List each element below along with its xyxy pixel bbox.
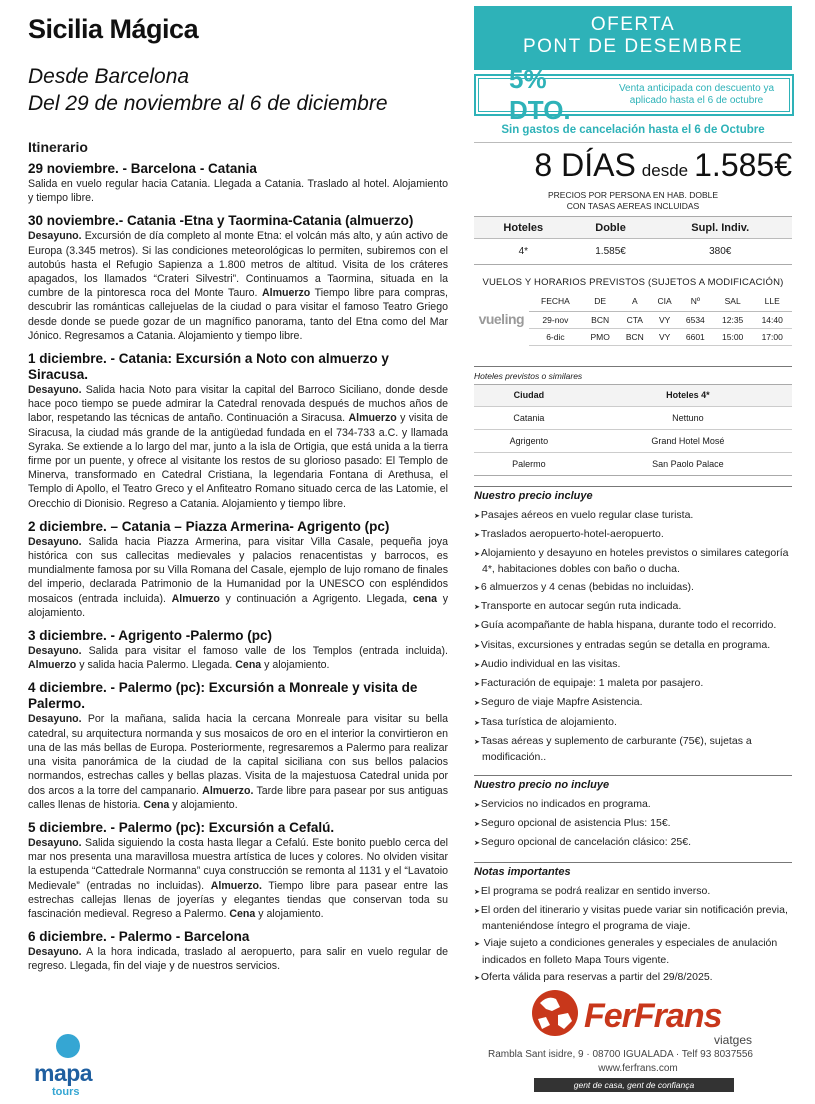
price-cell: 1.585€ [573,239,649,265]
flight-cell: CTA [618,311,651,328]
day-body [28,229,448,343]
day-text: y alojamiento. [261,659,330,672]
flight-header: FECHA [529,292,583,311]
includes-item: ➤ Alojamiento y desayuno en hoteles previstos o similares categoría 4*, habitaciones dobles con baño o ducha. [474,546,792,577]
itinerary-heading: Itinerario [28,139,88,155]
includes-item: ➤ Seguro de viaje Mapfre Asistencia. [474,695,792,711]
price-line [474,147,792,184]
flights [474,292,792,346]
day-highlight: Desayuno. [28,946,82,959]
flight-header: DE [582,292,618,311]
day-highlight: Desayuno. [28,836,82,849]
excludes-list [474,797,792,852]
flight-row [529,311,792,328]
hotel-cell: Catania [474,406,584,429]
itinerary-days [28,161,448,974]
price-note-line2: CON TASAS AEREAS INCLUIDAS [566,201,700,211]
day-highlight: Almuerzo. [202,784,254,797]
itinerary-day [28,351,448,511]
day-title: 30 noviembre.- Catania -Etna y Taormina-Catania (almuerzo) [28,213,414,229]
globe-icon [530,985,580,1041]
offer-line2: PONT DE DESEMBRE [522,36,744,57]
flight-cell: BCN [618,328,651,345]
day-body [28,383,448,511]
price-value: 1.585€ [694,147,792,183]
flight-cell: 17:00 [752,328,792,345]
price-cell: 380€ [648,239,792,265]
price-header: Doble [573,217,649,239]
origin: Desde Barcelona [28,65,190,88]
day-text: Por la mañana, salida hacia la cercana Monreale para visitar su bella catedral, su arquitectura normanda y sus mosaicos de oro en el interior la convirtieron en una de las más bellas de Europa. Posteriormente, regresaremos a Palermo para realizar una visita panorámica de la ciudad de la capital siciliana con sus bellos palacios normandos, estrechas calles y bellas plazas. Visita de la majestuosa Catedral unida por dos arcos a la torre del campanario. [28,713,448,797]
itinerary-column [28,14,448,982]
day-body [28,712,448,811]
hotel-header: Ciudad [474,384,584,406]
agency-web[interactable]: www.ferfrans.com [598,1063,678,1074]
itinerary-day [28,213,448,343]
hotel-row [474,406,792,429]
flight-cell: BCN [582,311,618,328]
excludes-item: ➤ Servicios no indicados en programa. [474,797,792,813]
offer-line1: OFERTA [590,14,676,35]
notes-item: ➤ Oferta válida para reservas a partir del 29/8/2025. [474,970,792,986]
hotel-header: Hoteles 4* [584,384,792,406]
day-text: Salida para visitar el famoso valle de los Templos (entrada incluida). [81,645,448,658]
flight-cell: PMO [582,328,618,345]
mapa-tours-logo [34,1034,94,1102]
hotel-cell: Palermo [474,452,584,475]
vueling-text: vueling [478,310,525,327]
notes-section [474,862,792,987]
includes-item: ➤ Facturación de equipaje: 1 maleta por pasajero. [474,676,792,692]
vueling-logo [474,292,529,346]
notes-list [474,884,792,987]
includes-section [474,486,792,765]
agency-address: Rambla Sant isidre, 9 · 08700 IGUALADA · Telf 93 8037556 [488,1049,753,1060]
excludes-item: ➤ Seguro opcional de cancelación clásico: 25€. [474,835,792,851]
hotels-section [474,366,792,476]
itinerary-day [28,161,448,205]
flight-header: LLE [752,292,792,311]
includes-item: ➤ Audio individual en las visitas. [474,657,792,673]
day-title: 6 diciembre. - Palermo - Barcelona [28,929,250,945]
flight-cell: 29-nov [529,311,583,328]
hotel-cell: Grand Hotel Mosé [584,429,792,452]
flights-table [529,292,792,346]
notes-heading: Notas importantes [474,865,571,878]
includes-item: ➤ 6 almuerzos y 4 cenas (bebidas no incluidas). [474,580,792,596]
day-text: y visita de Siracusa, la ciudad más grande de la antigüedad fundada en el 734-733 a.C. y llamada Syraka. Se extiende a lo largo del mar, junto a la isla de Ortigia, que está unida a la tierra firme por un puente, y ofrece al visitante los restos de su glorioso pasado: El Templo de Minerva, transformado en Catedral Cristiana, la legendaria Fontana di Arethusa, el Templo di Apollo, el Teatro Greco y el Anfiteatro Romano situado cerca de las Latomie, el Orecchio di Dionisio. Regreso a Catania. Alojamiento y tiempo libre. [28,412,449,510]
hotel-row [474,429,792,452]
flight-header: Nº [678,292,713,311]
day-highlight: Desayuno. [28,713,82,726]
day-highlight: Cena [235,659,262,672]
day-highlight: Cena [143,798,170,811]
day-text: Tarde libre para pasear por sus antiguas calles llenas de historia. [28,784,448,811]
cancel-note: Sin gastos de cancelación hasta el 6 de Octubre [474,124,792,143]
day-text: Tiempo libre para pasear entre las estrechas callejas llenas de joyerías y elegantes tiendas que conservan toda su fascinación medieval. Regreso a Palermo. [28,879,449,920]
day-highlight: cena [412,592,438,605]
day-highlight: Almuerzo. [210,879,262,892]
discount-box [478,64,790,125]
discount-note: Venta anticipada con descuento ya aplicado hasta el 6 de octubre [618,83,775,106]
agency-slogan: gent de casa, gent de confiança [534,1078,734,1092]
day-text: y alojamiento. [255,907,324,920]
hotel-cell: San Paolo Palace [584,452,792,475]
day-title: 1 diciembre. - Catania: Excursión a Noto con almuerzo y Siracusa. [28,351,389,383]
includes-item: ➤ Transporte en autocar según ruta indicada. [474,599,792,615]
day-body [28,177,448,205]
includes-item: ➤ Pasajes aéreos en vuelo regular clase turista. [474,508,792,524]
hotels-heading: Hoteles previstos o similares [474,370,583,381]
notes-item: ➤ El orden del itinerario y visitas puede variar sin notificación previa, manteniéndose íntegro el programa de viaje. [474,903,792,934]
day-text: Salida siguiendo la costa hasta llegar a Cefalú. Este bonito pueblo cerca del mar nos presenta una maravillosa muestra artística de luces y colores. No olviden visitar la estupenda “Cattedrale Normanna” cuya construcción se remonta al 1131 y el “Lavatoio Medievale” (entradas no incluidas). [28,836,448,892]
excludes-item: ➤ Seguro opcional de asistencia Plus: 15€. [474,816,792,832]
day-title: 2 diciembre. – Catania – Piazza Armerina- Agrigento (pc) [28,518,390,534]
discount-label: 5% DTO. [509,64,571,125]
day-body [28,535,448,620]
day-text: Excursión de día completo al monte Etna: el volcán más alto, y aún activo de Europa (3.345 metros). Si las condiciones meteorológicas lo permiten, subiremos con el autobús hasta el Refugio Sapienza a 1.800 metros de altitud. Visita de los cráteres apagados, los llamados “Crateri Silvestri”. Continuamos a Taormina, situada en la cumbre de la pintoresca roca del Monte Tauro. [28,230,448,300]
price-note [474,190,792,212]
flight-cell: 15:00 [713,328,753,345]
day-title: 4 diciembre. - Palermo (pc): Excursión a Monreale y visita de Palermo. [28,680,418,712]
price-header: Supl. Indiv. [648,217,792,239]
day-highlight: Almuerzo [262,287,311,300]
notes-item: ➤ Viaje sujeto a condiciones generales y especiales de anulación indicados en folleto Mapa Tours vigente. [474,936,792,967]
includes-item: ➤ Tasas aéreas y suplemento de carburante (75€), sujetas a modificación.. [474,734,792,765]
flight-cell: 6534 [678,311,713,328]
day-body [28,945,448,973]
itinerary-day [28,680,448,811]
hotel-row [474,452,792,475]
day-text: y continuación a Agrigento. Llegada, [219,592,413,605]
day-text: Salida hacia Noto para visitar la capital del Barroco Siciliano, donde desde hace poco tiempo se puede admirar la Catedral renovada después de muchos años de labor, respetando las técnicas de antaño. Continuación a Siracusa. [28,384,448,425]
day-highlight: Desayuno. [28,535,82,548]
flight-cell: VY [651,311,677,328]
includes-item: ➤ Guía acompañante de habla hispana, durante todo el recorrido. [474,618,792,634]
day-body [28,836,448,921]
flight-cell: 6-dic [529,328,583,345]
flight-cell: VY [651,328,677,345]
hotels-table [474,384,792,476]
day-text: Salida hacia Piazza Armerina, para visitar Villa Casale, pequeña joya histórica con sus callecitas medievales y palacios renacentistas y barrocos, es mundialmente famosa por su Villa Romana del Casale, ejemplo de lujo romano de finales del imperio, declarada Patrimonio de la Humanidad por la UNESCO con espléndidos mosaicos (entrada incluida). [28,535,448,605]
days-count: 8 DÍAS [534,147,636,183]
day-highlight: Desayuno. [28,230,82,243]
flight-cell: 6601 [678,328,713,345]
day-text: A la hora indicada, traslado al aeropuerto, para salir en vuelo regular de regreso. Llegada, fin del viaje y de nuestros servicios. [28,946,448,973]
itinerary-day [28,929,448,973]
agency-name: FerFrans [584,997,722,1035]
flights-heading: VUELOS Y HORARIOS PREVISTOS (SUJETOS A MODIFICACIÓN) [482,277,784,288]
day-highlight: Desayuno. [28,384,82,397]
includes-heading: Nuestro precio incluye [474,489,593,502]
offer-column [474,6,792,989]
day-text: Salida en vuelo regular hacia Catania. Llegada a Catania. Traslado al hotel. Alojamiento y tiempo libre. [28,178,448,205]
price-cell: 4* [474,239,573,265]
flight-header: CIA [651,292,677,311]
notes-item: ➤ El programa se podrá realizar en sentido inverso. [474,884,792,900]
day-text: Tiempo libre para compras, descubrir las románticas callejuelas de la ciudad o para visitar el famoso Teatro Griego desde donde se puede gozar de un magnífico panorama, tanto del Etna como del Mar Jónico. Regresamos a Catania. Alojamiento y tiempo libre. [28,287,448,342]
day-highlight: Almuerzo [28,659,77,672]
logo-dot-icon [56,1034,80,1058]
desde-label: desde [641,161,689,180]
day-title: 5 diciembre. - Palermo (pc): Excursión a Cefalú. [28,819,335,835]
excludes-heading: Nuestro precio no incluye [474,778,610,791]
itinerary-day [28,820,448,921]
excludes-section [474,775,792,852]
includes-item: ➤ Traslados aeropuerto-hotel-aeropuerto. [474,527,792,543]
day-highlight: Desayuno. [28,645,82,658]
day-body [28,644,448,672]
day-text: y alojamiento. [28,592,448,619]
offer-banner [474,6,792,70]
day-text: y alojamiento. [169,798,238,811]
flight-row [529,328,792,345]
logo-sub: tours [52,1086,80,1098]
page-title: Sicilia Mágica [28,14,199,44]
price-note-line1: PRECIOS POR PERSONA EN HAB. DOBLE [547,190,719,200]
day-text: y salida hacia Palermo. Llegada. [76,659,236,672]
includes-item: ➤ Visitas, excursiones y entradas según se detalla en programa. [474,638,792,654]
flight-cell: 12:35 [713,311,753,328]
hotel-cell: Nettuno [584,406,792,429]
day-highlight: Almuerzo [171,592,220,605]
day-title: 29 noviembre. - Barcelona - Catania [28,161,257,176]
ferfrans-logo [488,985,788,1100]
price-table [474,216,792,265]
flight-cell: 14:40 [752,311,792,328]
day-highlight: Cena [229,907,256,920]
day-title: 3 diciembre. - Agrigento -Palermo (pc) [28,628,273,644]
hotel-cell: Agrigento [474,429,584,452]
logo-word: mapa [34,1060,93,1086]
agency-sub: viatges [714,1033,753,1047]
includes-item: ➤ Tasa turística de alojamiento. [474,715,792,731]
flight-header: SAL [713,292,753,311]
day-highlight: Almuerzo [348,412,397,425]
itinerary-day [28,628,448,672]
flight-header: A [618,292,651,311]
itinerary-day [28,519,448,620]
price-header: Hoteles [474,217,573,239]
includes-list [474,508,792,765]
dates: Del 29 de noviembre al 6 de diciembre [28,92,388,115]
